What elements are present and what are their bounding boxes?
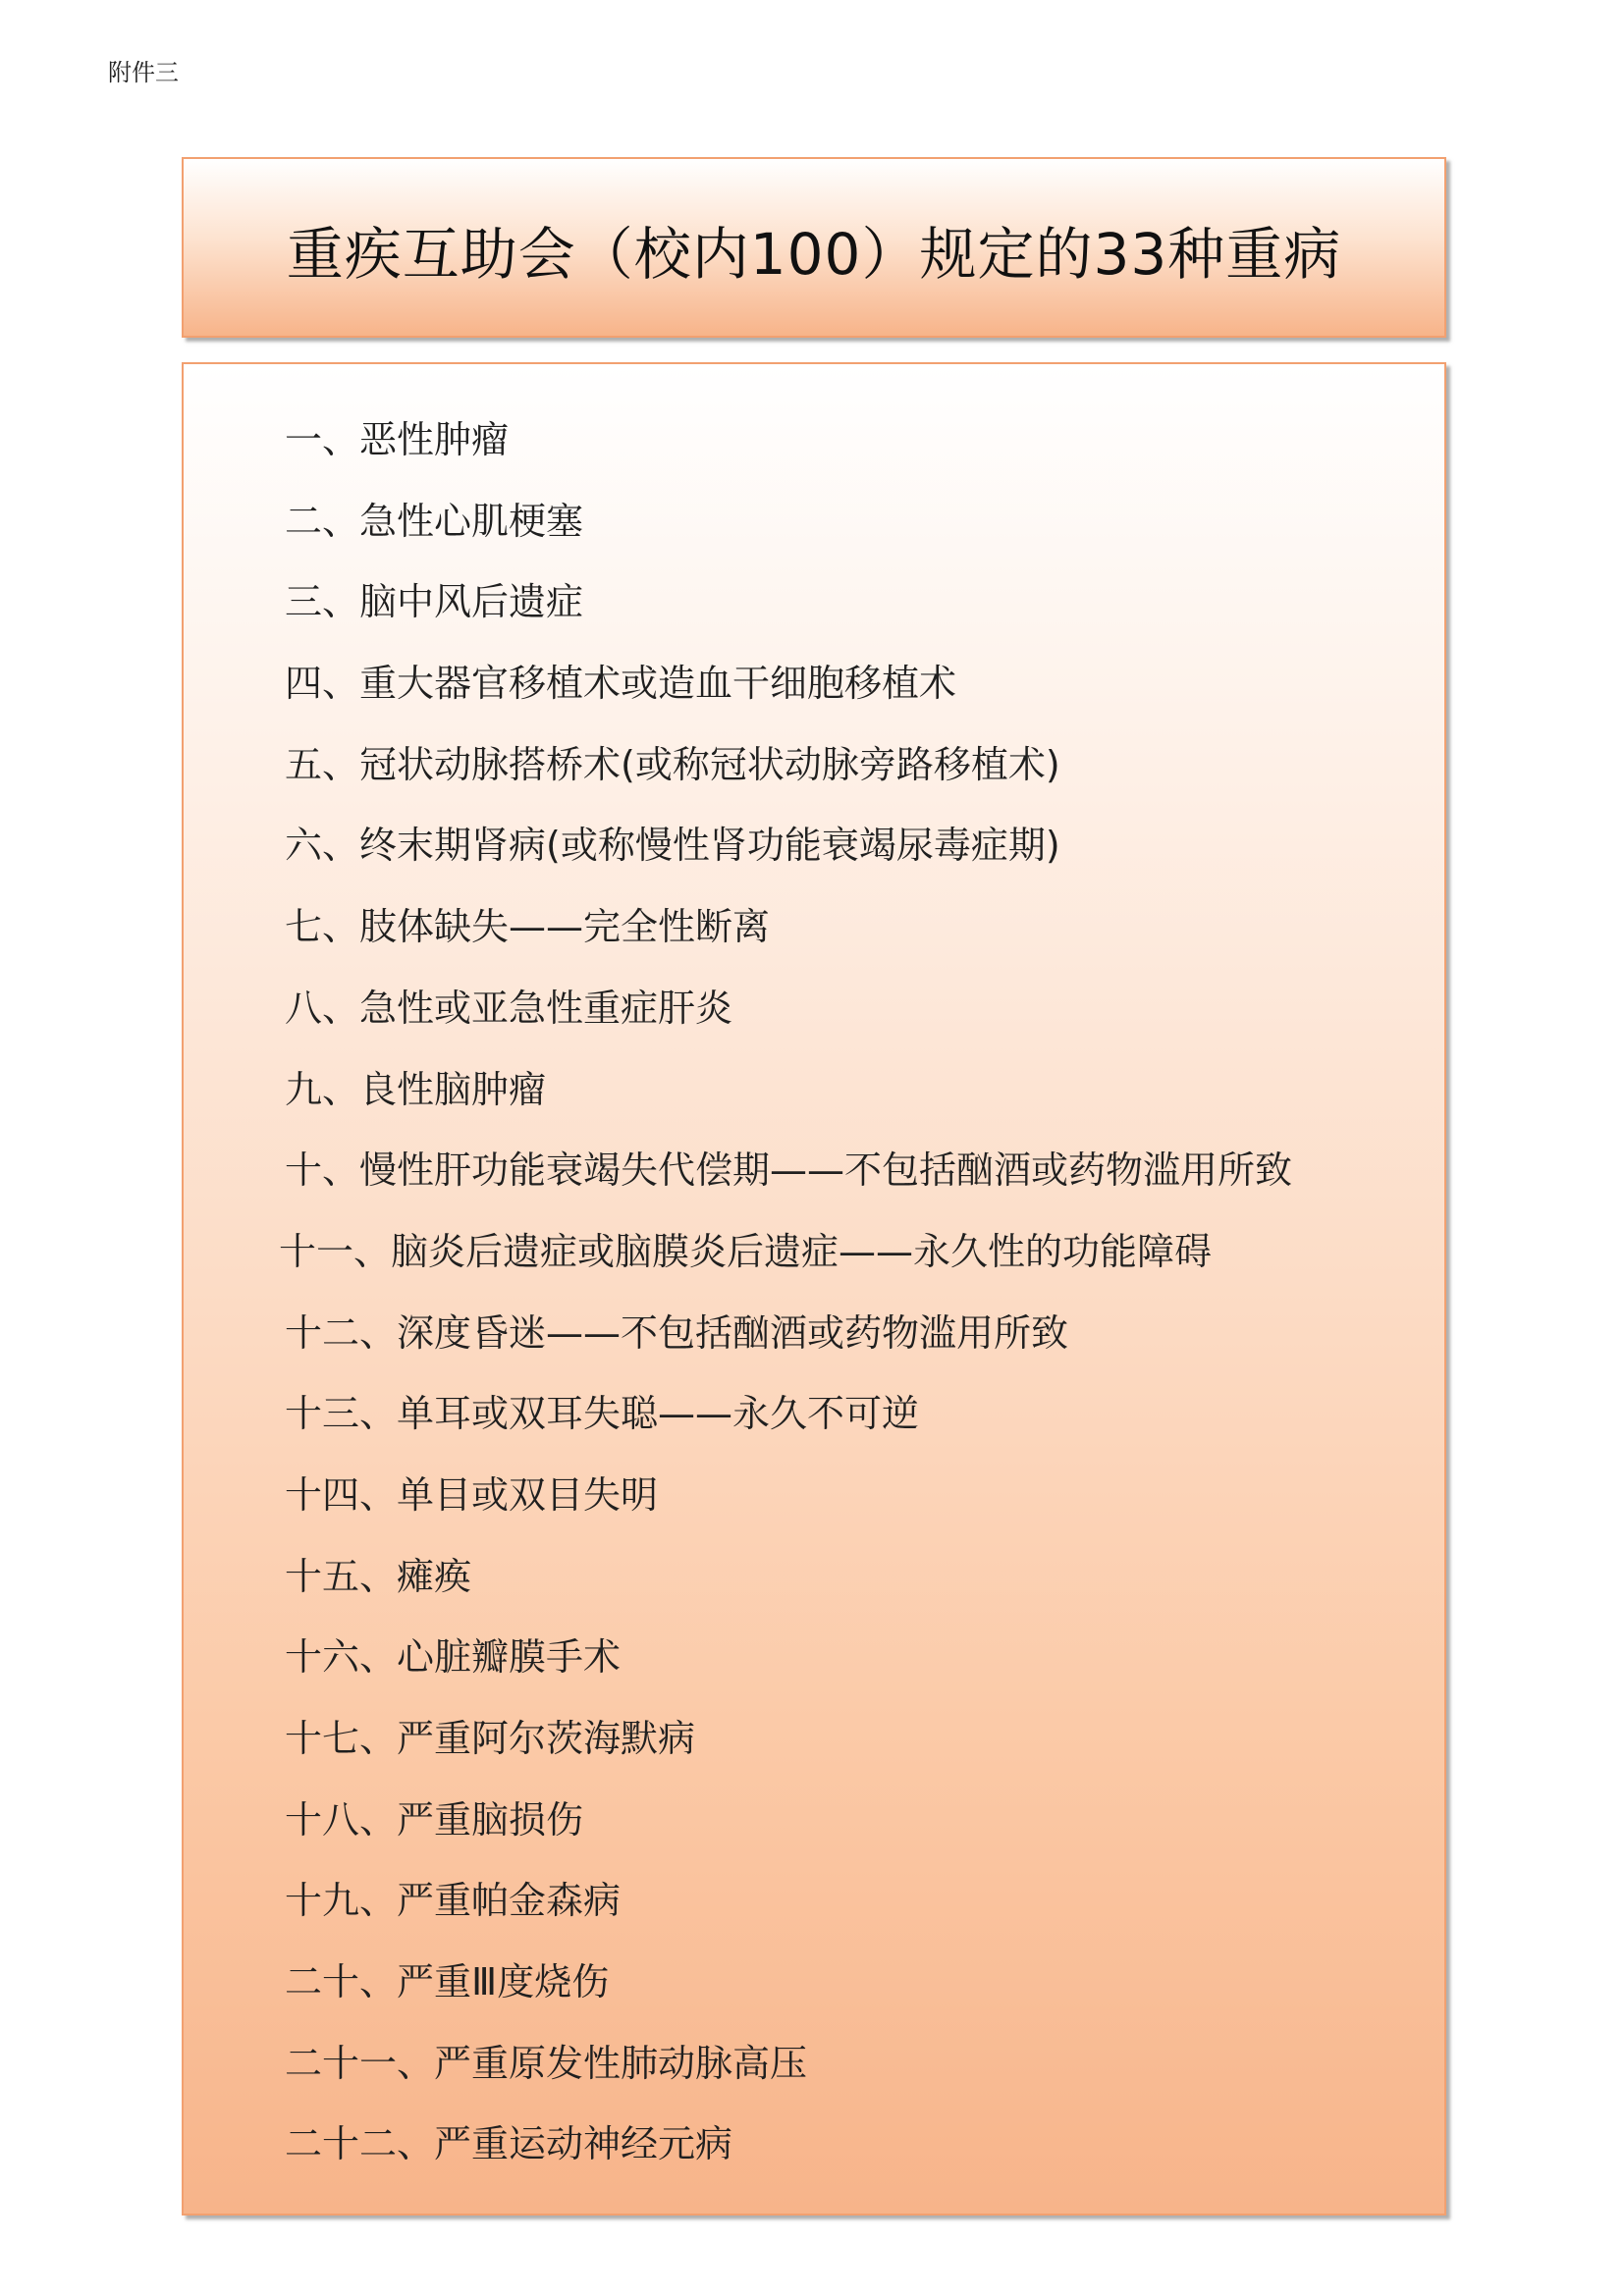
disease-item-5: 五、冠状动脉搭桥术(或称冠状动脉旁路移植术) [285,742,1060,786]
disease-item-10: 十、慢性肝功能衰竭失代偿期——不包括酗酒或药物滥用所致 [285,1148,1293,1193]
disease-item-18: 十八、严重脑损伤 [285,1797,584,1842]
disease-item-21: 二十一、严重原发性肺动脉高压 [285,2041,808,2085]
disease-item-6: 六、终末期肾病(或称慢性肾功能衰竭尿毒症期) [285,824,1060,868]
disease-item-14: 十四、单目或双目失明 [285,1472,659,1517]
disease-item-16: 十六、心脏瓣膜手术 [285,1635,622,1680]
disease-item-12: 十二、深度昏迷——不包括酗酒或药物滥用所致 [285,1310,1069,1355]
disease-item-1: 一、恶性肿瘤 [285,418,510,461]
disease-item-11: 十一、脑炎后遗症或脑膜炎后遗症——永久性的功能障碍 [279,1229,1213,1273]
disease-item-3: 三、脑中风后遗症 [285,580,584,624]
disease-item-22: 二十二、严重运动神经元病 [285,2122,733,2166]
title-box [182,157,1446,338]
disease-list-box [182,362,1446,2216]
disease-item-9: 九、良性脑肿瘤 [285,1067,547,1111]
disease-item-8: 八、急性或亚急性重症肝炎 [285,986,733,1030]
disease-item-15: 十五、瘫痪 [285,1554,472,1598]
disease-item-4: 四、重大器官移植术或造血干细胞移植术 [285,662,957,706]
disease-item-13: 十三、单耳或双耳失聪——永久不可逆 [285,1392,920,1436]
disease-item-17: 十七、严重阿尔茨海默病 [285,1717,696,1760]
disease-item-19: 十九、严重帕金森病 [285,1879,622,1923]
disease-item-2: 二、急性心肌梗塞 [285,499,584,543]
page-title: 重疾互助会（校内100）规定的33种重病 [286,221,1342,288]
disease-list [184,364,1444,2185]
disease-item-20: 二十、严重Ⅲ度烧伤 [285,1960,610,2004]
disease-item-7: 七、肢体缺失——完全性断离 [285,905,771,949]
attachment-label: 附件三 [108,59,179,86]
